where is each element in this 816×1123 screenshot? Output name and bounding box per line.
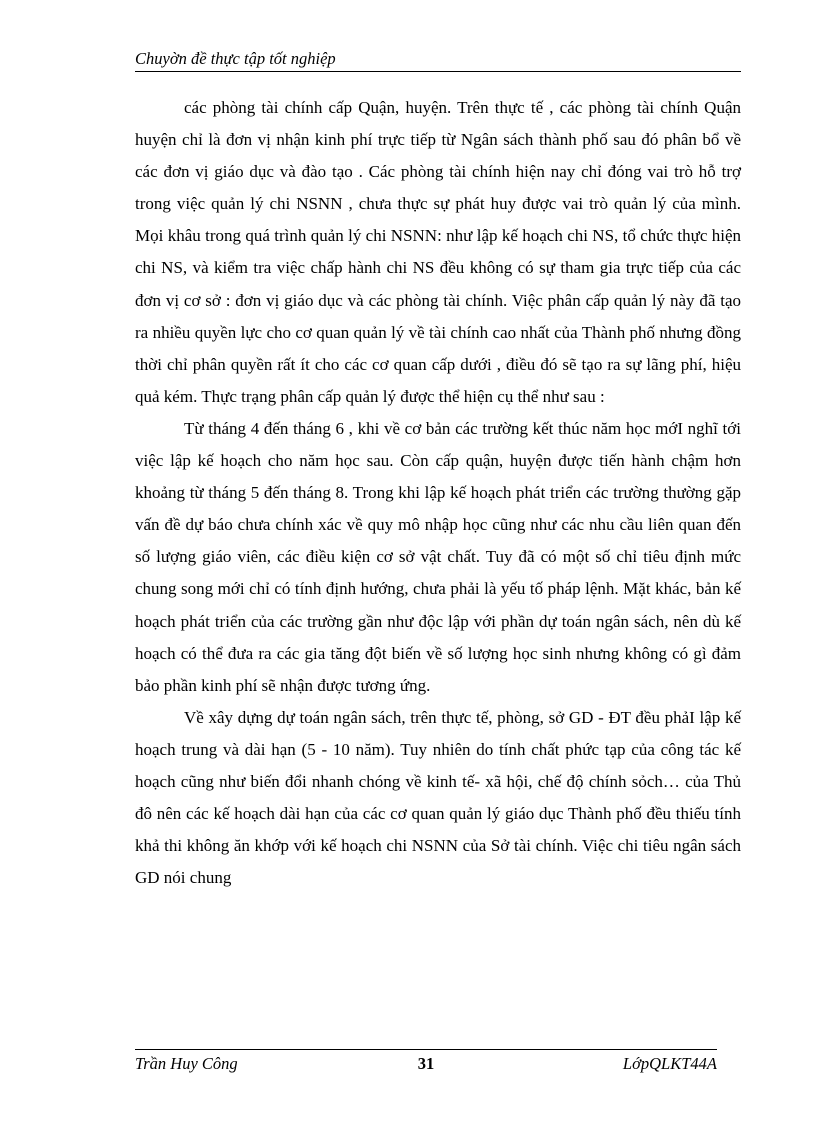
- page-footer: [135, 1052, 717, 1076]
- paragraph-1: các phòng tài chính cấp Quận, huyện. Trên thực tế , các phòng tài chính Quận huyện chỉ là đơn vị nhận kinh phí trực tiếp từ Ngân sách thành phố sau đó phân bổ về các đơn vị giáo dục và đào tạo . Các phòng tài chính hiện nay chỉ đóng vai trò hỗ trợ trong việc quản lý chi NSNN , chưa thực sự phát huy được vai trò quản lý của mình. Mọi khâu trong quá trình quản lý chi NSNN: như lập kế hoạch chi NS, tổ chức thực hiện chi NS, và kiểm tra việc chấp hành chi NS đều không có sự tham gia trực tiếp của các đơn vị cơ sở : đơn vị giáo dục và các phòng tài chính. Việc phân cấp quản lý này đã tạo ra nhiều quyền lực cho cơ quan quản lý về tài chính cao nhất của Thành phố nhưng đồng thời chỉ phân quyền rất ít cho các cơ quan cấp dưới , điều đó sẽ tạo ra sự lãng phí, hiệu quả kém. Thực trạng phân cấp quản lý được thể hiện cụ thể như sau :: [135, 98, 741, 406]
- footer-divider: [135, 1049, 717, 1050]
- document-body: [135, 92, 741, 894]
- paragraph-3: Về xây dựng dự toán ngân sách, trên thực tế, phòng, sở GD - ĐT đều phảI lập kế hoạch trung và dài hạn (5 - 10 năm). Tuy nhiên do tính chất phức tạp của công tác kế hoạch cũng như biến đổi nhanh chóng về kinh tế- xã hội, chế độ chính sỏch… của Thủ đô nên các kế hoạch dài hạn của các cơ quan quản lý giáo dục Thành phố đều thiếu tính khả thi không ăn khớp với kế hoạch chi NSNN của Sở tài chính. Việc chi tiêu ngân sách GD nói chung: [135, 707, 741, 888]
- footer-class: LớpQLKT44A: [622, 1054, 717, 1073]
- page-header: [135, 49, 741, 72]
- page-number: 31: [417, 1054, 435, 1073]
- paragraph-2: Từ tháng 4 đến tháng 6 , khi về cơ bản các trường kết thúc năm học mớI nghĩ tới việc lập kế hoạch cho năm học sau. Còn cấp quận, huyện được tiến hành chậm hơn khoảng từ tháng 5 đến tháng 8. Trong khi lập kế hoạch phát triển các trường thường gặp vấn đề dự báo chưa chính xác về quy mô nhập học cũng như các nhu cầu liên quan đến số lượng giáo viên, các điều kiện cơ sở vật chất. Tuy đã có một số chỉ tiêu định mức chung song mới chỉ có tính định hướng, chưa phải là yếu tố pháp lệnh. Mặt khác, bản kế hoạch phát triển của các trường gần như độc lập với phần dự toán ngân sách, nên dù kế hoạch có thể đưa ra các gia tăng đột biến về số lượng học sinh nhưng không có gì đảm bảo phần kinh phí sẽ nhận được tương ứng.: [135, 418, 741, 695]
- footer-author: Trần Huy Công: [135, 1054, 238, 1073]
- header-title: Chuyờn đề thực tập tốt nghiệp: [135, 49, 336, 68]
